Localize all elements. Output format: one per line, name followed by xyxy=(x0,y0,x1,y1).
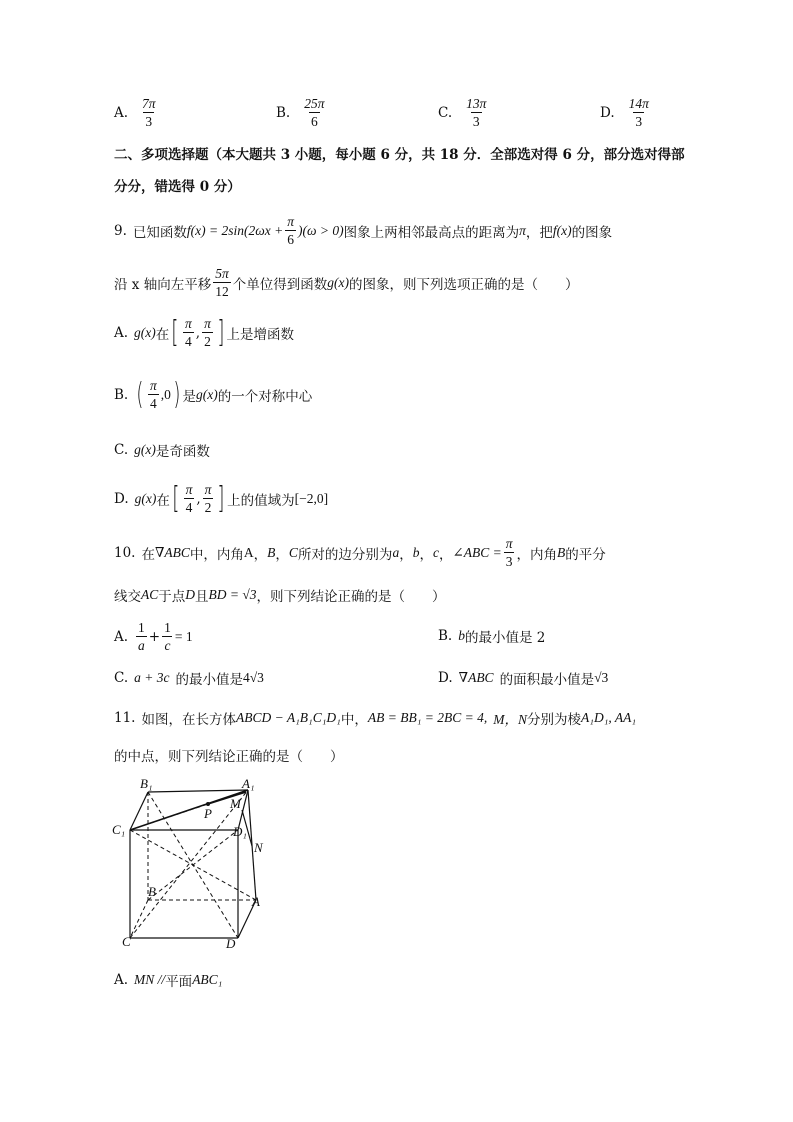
q10-stem-line1: 10. 在 ∇ABC 中，内角 A ， B ， C 所对的边分别为 a ， b ， c ， ∠ABC = $\frac{\pi}{3}$ ，内角 B 的平分 xyxy=(114,536,606,569)
section-heading-cont: 分分，错选得 0 分） xyxy=(114,179,241,195)
fraction: $\frac{\pi}{2}$ xyxy=(204,482,212,515)
fraction: $\frac{1}{a}$ xyxy=(138,620,145,653)
option-label: D. xyxy=(438,670,453,686)
q10-option-c: C. a + 3c 的最小值是 4√3 xyxy=(114,670,264,688)
right-paren: ) xyxy=(173,376,181,412)
q8-option-b xyxy=(276,96,328,129)
diag-bd1-hidden xyxy=(148,830,238,900)
option-label: C. xyxy=(114,442,129,458)
fraction: $\frac{5\pi}{12}$ xyxy=(215,266,229,299)
fraction: $\frac{25\pi}{6}$ xyxy=(304,96,325,129)
cuboid-figure xyxy=(112,776,272,952)
q9-option-b: B. ( $\frac{\pi}{4}$ ,0 ) 是 g(x) 的一个对称中心 xyxy=(114,376,313,412)
label-d1: D₁ xyxy=(233,824,247,839)
section-heading: 二、多项选择题（本大题共 3 小题，每小题 6 分，共 18 分．全部选对得 6 分，部分选对得部 xyxy=(114,147,685,163)
question-number: 9. xyxy=(114,222,127,239)
q9-stem-line1: 9. 已知函数 f(x) = 2sin(2ωx + $\frac{\pi}{6}$ )(ω > 0) 图象上两相邻最高点的距离为 π ，把 f(x) 的图象 xyxy=(114,214,613,247)
q11-stem-line1: 11. 如图，在长方体 ABCD − A₁B₁C₁D₁ 中， AB = BB₁ = 2BC = 4, M，N 分别为棱 A₁D₁, AA₁ xyxy=(114,710,637,728)
right-bracket: ] xyxy=(217,314,225,350)
edge-b1a1 xyxy=(148,790,248,792)
q8-option-d xyxy=(600,96,653,129)
fraction: $\frac{\pi}{4}$ xyxy=(149,378,157,411)
q9-option-d: D. g(x) 在 [ $\frac{\pi}{4}$ , $\frac{\pi}{2}$ ] 上的值域为 [−2,0] xyxy=(114,480,329,516)
fraction: $\frac{\pi}{6}$ xyxy=(287,214,295,247)
option-label: D. xyxy=(114,490,129,507)
label-b: B xyxy=(148,884,156,899)
right-bracket: ] xyxy=(217,480,225,516)
function-expr: f(x) = 2sin(2ωx + xyxy=(186,222,284,238)
label-c1: C₁ xyxy=(112,822,126,837)
left-bracket: [ xyxy=(172,480,180,516)
q11-stem-line2: 的中点，则下列结论正确的是（ ） xyxy=(114,749,344,765)
left-bracket: [ xyxy=(171,314,179,350)
label-a1: A₁ xyxy=(242,776,255,791)
label-n: N xyxy=(254,840,263,855)
q9-stem-line2: 沿 x 轴向左平移 $\frac{5\pi}{12}$ 个单位得到函数 g(x) 的图象，则下列选项正确的是（ ） xyxy=(114,266,579,299)
q11-option-a: A. MN // 平面 ABC₁ xyxy=(114,972,223,990)
option-label: C. xyxy=(114,670,129,686)
question-number: 10. xyxy=(114,544,136,561)
q10-option-b: B. b 的最小值是 2 xyxy=(438,628,546,646)
q10-stem-line2: 线交 AC 于点 D 且 BD = √3 ，则下列结论正确的是（ ） xyxy=(114,587,446,605)
label-m: M xyxy=(230,796,241,811)
fraction: $\frac{13\pi}{3}$ xyxy=(466,96,487,129)
option-label: B. xyxy=(114,386,129,403)
left-paren: ( xyxy=(136,376,144,412)
fraction: $\frac{1}{c}$ xyxy=(164,620,171,653)
option-label: A. xyxy=(114,628,129,645)
fraction: $\frac{7\pi}{3}$ xyxy=(142,96,156,129)
fraction: $\frac{\pi}{2}$ xyxy=(204,316,211,349)
option-label: A. xyxy=(114,324,129,341)
option-label: A. xyxy=(114,972,129,988)
q10-option-d: D. ∇ABC 的面积最小值是 √3 xyxy=(438,670,609,688)
label-a: A xyxy=(252,894,260,909)
label-d: D xyxy=(226,936,236,951)
label-c: C xyxy=(122,934,131,949)
option-label: B. xyxy=(276,104,291,121)
label-b1: B₁ xyxy=(140,776,153,791)
q9-option-c: C. g(x) 是奇函数 xyxy=(114,442,210,460)
option-label: D. xyxy=(600,104,615,121)
option-label: B. xyxy=(438,628,453,644)
question-number: 11. xyxy=(114,710,136,726)
label-p: P xyxy=(204,806,212,821)
fraction: $\frac{\pi}{4}$ xyxy=(185,316,192,349)
option-label: A. xyxy=(114,104,129,121)
q8-option-a xyxy=(114,96,160,129)
fraction: $\frac{14\pi}{3}$ xyxy=(628,96,649,129)
option-label: C. xyxy=(438,104,453,121)
q8-option-c xyxy=(438,96,490,129)
q10-option-a: A. $\frac{1}{a}$ + $\frac{1}{c}$ = 1 xyxy=(114,620,193,653)
fraction: $\frac{\pi}{3}$ xyxy=(505,536,513,569)
fraction: $\frac{\pi}{4}$ xyxy=(185,482,193,515)
q9-option-a: A. g(x) 在 [ $\frac{\pi}{4}$ , $\frac{\pi}{2}$ ] 上是增函数 xyxy=(114,314,295,350)
